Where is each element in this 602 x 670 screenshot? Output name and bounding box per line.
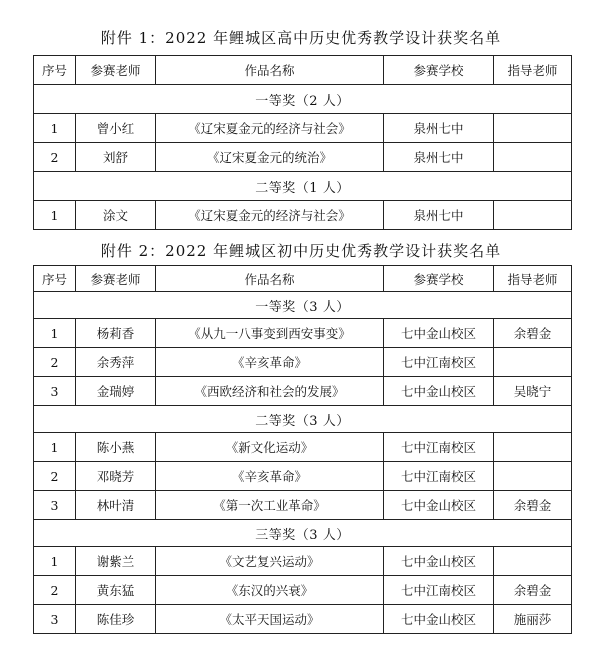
cell-work: 《辽宋夏金元的统治》 xyxy=(156,143,384,172)
award-table-middle-school xyxy=(33,265,572,634)
cell-teacher: 邓晓芳 xyxy=(76,462,156,491)
col-header-work: 作品名称 xyxy=(156,266,384,292)
cell-teacher: 金瑞婷 xyxy=(76,377,156,406)
cell-work: 《太平天国运动》 xyxy=(156,605,384,634)
cell-school: 七中金山校区 xyxy=(384,605,494,634)
cell-advisor: 余碧金 xyxy=(494,491,572,520)
cell-index: 2 xyxy=(34,143,76,172)
cell-advisor: 余碧金 xyxy=(494,319,572,348)
header-row xyxy=(34,56,572,85)
cell-work: 《文艺复兴运动》 xyxy=(156,547,384,576)
award-group-label: 二等奖（1 人） xyxy=(34,172,572,201)
col-header-advisor: 指导老师 xyxy=(494,266,572,292)
doc2-title: 附件 2：2022 年鲤城区初中历史优秀教学设计获奖名单 xyxy=(100,242,502,260)
header-row xyxy=(34,266,572,292)
cell-advisor: 吴晓宁 xyxy=(494,377,572,406)
cell-school: 七中金山校区 xyxy=(384,319,494,348)
cell-school: 泉州七中 xyxy=(384,114,494,143)
cell-work: 《第一次工业革命》 xyxy=(156,491,384,520)
cell-advisor: 余碧金 xyxy=(494,576,572,605)
award-group-label: 二等奖（3 人） xyxy=(34,406,572,433)
col-header-advisor: 指导老师 xyxy=(494,56,572,85)
cell-advisor xyxy=(494,462,572,491)
cell-index: 2 xyxy=(34,576,76,605)
cell-index: 2 xyxy=(34,462,76,491)
award-group-row xyxy=(34,85,572,114)
table-row xyxy=(34,547,572,576)
cell-teacher: 黄东猛 xyxy=(76,576,156,605)
award-group-row xyxy=(34,520,572,547)
cell-index: 1 xyxy=(34,201,76,230)
cell-work: 《辛亥革命》 xyxy=(156,462,384,491)
cell-advisor xyxy=(494,201,572,230)
cell-advisor xyxy=(494,348,572,377)
table-row xyxy=(34,201,572,230)
cell-teacher: 陈小燕 xyxy=(76,433,156,462)
cell-teacher: 余秀萍 xyxy=(76,348,156,377)
col-header-school: 参赛学校 xyxy=(384,56,494,85)
cell-teacher: 刘舒 xyxy=(76,143,156,172)
cell-work: 《东汉的兴衰》 xyxy=(156,576,384,605)
col-header-teacher: 参赛老师 xyxy=(76,266,156,292)
cell-advisor xyxy=(494,547,572,576)
award-group-row xyxy=(34,172,572,201)
cell-school: 七中江南校区 xyxy=(384,348,494,377)
table-row xyxy=(34,114,572,143)
award-group-label: 三等奖（3 人） xyxy=(34,520,572,547)
col-header-work: 作品名称 xyxy=(156,56,384,85)
cell-index: 3 xyxy=(34,377,76,406)
award-group-row xyxy=(34,292,572,319)
cell-work: 《辽宋夏金元的经济与社会》 xyxy=(156,114,384,143)
col-header-index: 序号 xyxy=(34,266,76,292)
cell-work: 《辽宋夏金元的经济与社会》 xyxy=(156,201,384,230)
table-row xyxy=(34,143,572,172)
cell-index: 3 xyxy=(34,605,76,634)
table-row xyxy=(34,462,572,491)
cell-teacher: 林叶清 xyxy=(76,491,156,520)
cell-teacher: 杨莉香 xyxy=(76,319,156,348)
cell-advisor xyxy=(494,433,572,462)
col-header-school: 参赛学校 xyxy=(384,266,494,292)
cell-work: 《从九一八事变到西安事变》 xyxy=(156,319,384,348)
table-row xyxy=(34,433,572,462)
table-row xyxy=(34,348,572,377)
cell-school: 泉州七中 xyxy=(384,143,494,172)
cell-school: 七中金山校区 xyxy=(384,547,494,576)
cell-school: 七中江南校区 xyxy=(384,462,494,491)
cell-school: 七中金山校区 xyxy=(384,491,494,520)
award-group-row xyxy=(34,406,572,433)
cell-advisor xyxy=(494,114,572,143)
cell-teacher: 陈佳珍 xyxy=(76,605,156,634)
cell-index: 1 xyxy=(34,547,76,576)
cell-work: 《西欧经济和社会的发展》 xyxy=(156,377,384,406)
col-header-teacher: 参赛老师 xyxy=(76,56,156,85)
doc1-title: 附件 1：2022 年鲤城区高中历史优秀教学设计获奖名单 xyxy=(100,29,502,47)
cell-teacher: 涂文 xyxy=(76,201,156,230)
cell-teacher: 曾小红 xyxy=(76,114,156,143)
table-row xyxy=(34,576,572,605)
cell-school: 泉州七中 xyxy=(384,201,494,230)
cell-work: 《新文化运动》 xyxy=(156,433,384,462)
cell-work: 《辛亥革命》 xyxy=(156,348,384,377)
col-header-index: 序号 xyxy=(34,56,76,85)
award-table-high-school xyxy=(33,55,572,230)
cell-teacher: 谢紫兰 xyxy=(76,547,156,576)
table-row xyxy=(34,319,572,348)
cell-advisor: 施丽莎 xyxy=(494,605,572,634)
cell-school: 七中江南校区 xyxy=(384,576,494,605)
award-group-label: 一等奖（2 人） xyxy=(34,85,572,114)
cell-index: 1 xyxy=(34,433,76,462)
cell-index: 2 xyxy=(34,348,76,377)
cell-index: 1 xyxy=(34,114,76,143)
cell-school: 七中金山校区 xyxy=(384,377,494,406)
table-row xyxy=(34,377,572,406)
cell-school: 七中江南校区 xyxy=(384,433,494,462)
cell-index: 1 xyxy=(34,319,76,348)
award-group-label: 一等奖（3 人） xyxy=(34,292,572,319)
cell-advisor xyxy=(494,143,572,172)
table-row xyxy=(34,491,572,520)
cell-index: 3 xyxy=(34,491,76,520)
table-row xyxy=(34,605,572,634)
